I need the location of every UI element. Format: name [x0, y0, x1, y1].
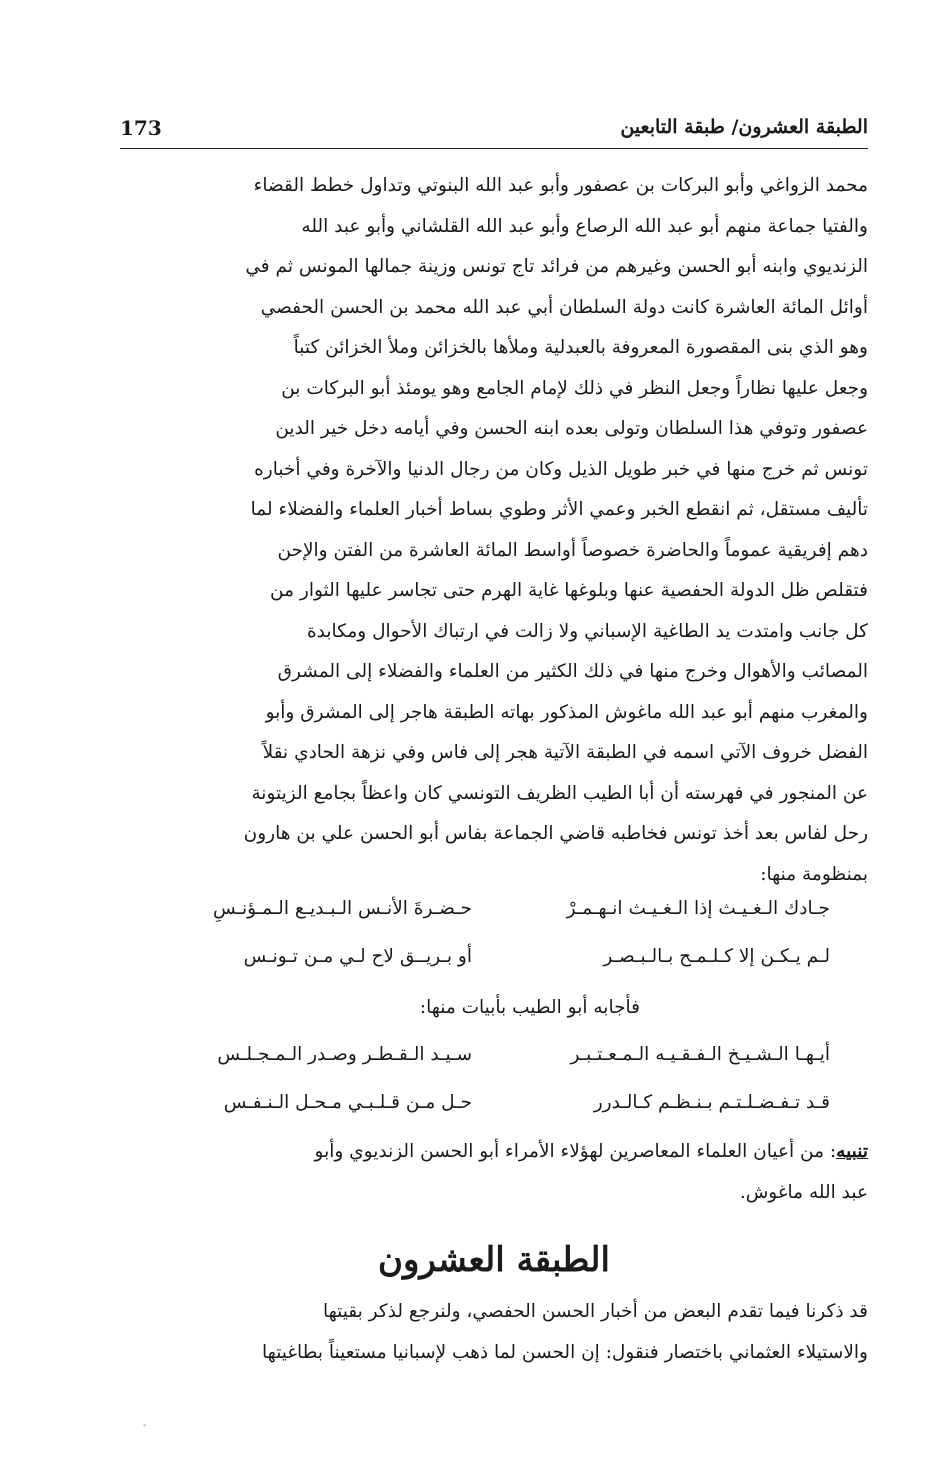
poem2-line1-second-hemistich: سـيـد الـقـطـر وصـدر الـمـجـلـس	[217, 1044, 472, 1065]
poem1-line1-first-hemistich: جـادك الـغـيـث إذا الـغـيـث انـهـمـرْ	[566, 898, 830, 919]
poem1-line2-first-hemistich: لـم يـكـن إلا كـلـمـح بـالـبـصـر	[603, 946, 830, 967]
body-line-6: وجعل عليها نظاراً وجعل النظر في ذلك لإمام الجامع وهو يومئذ أبو البركات بن	[281, 377, 868, 399]
body-line-18: بمنظومة منها:	[760, 863, 868, 885]
note-block	[120, 1132, 868, 1213]
body-line-10: دهم إفريقية عموماً والحاضرة خصوصاً أواسط المائة العاشرة من الفتن والإحن	[277, 539, 868, 561]
body-line-14: والمغرب منهم أبو عبد الله ماغوش المذكور بهاته الطبقة هاجر إلى المشرق وأبو	[265, 701, 868, 723]
body-line-4: أوائل المائة العاشرة كانت دولة السلطان أبي عبد الله محمد بن الحسن الحفصي	[260, 296, 868, 318]
page-number: 173	[120, 116, 162, 140]
body-line-5: وهو الذي بنى المقصورة المعروفة بالعبدلية وملأها بالخزائن وملأ الخزائن كتباً	[293, 337, 868, 358]
body-line-11: فتقلص ظل الدولة الحفصية عنها وبلوغها غاية الهرم حتى تجاسر عليها الثوار من	[270, 580, 868, 601]
section-title: الطبقة العشرون	[378, 1240, 610, 1280]
body-line-3: الزنديوي وابنه أبو الحسن وغيرهم من فرائد تاج تونس وزينة جمالها المونس ثم في	[245, 256, 868, 277]
note-line-2: عبد الله ماغوش.	[739, 1181, 868, 1203]
note-line-1: تنبيه: من أعيان العلماء المعاصرين لهؤلاء الأمراء أبو الحسن الزنديوي وأبو	[314, 1141, 868, 1162]
body-line-16: عن المنجور في فهرسته أن أبا الطيب الظريف التونسي كان واعظاً بجامع الزيتونة	[251, 782, 868, 804]
poem1-line2-second-hemistich: أو بـريــق لاح لـي مـن تـونـس	[243, 946, 472, 967]
body-line-17: رحل لفاس بعد أخذ تونس فخاطبه قاضي الجماعة بفاس أبو الحسن علي بن هارون	[243, 823, 868, 844]
body-line-8: تونس ثم خرج منها في خبر طويل الذيل وكان من رجال الدنيا والآخرة وفي أخباره	[254, 458, 868, 480]
footer-mark: -	[143, 1420, 147, 1431]
body-line-7: عصفور وتوفي هذا السلطان وتولى بعده ابنه الحسن وفي أيامه دخل خير الدين	[275, 418, 868, 439]
poem2-line2-second-hemistich: حـل مـن قـلـبـي مـحـل الـنـفـس	[223, 1092, 472, 1113]
closing-line-1: قد ذكرنا فيما تقدم البعض من أخبار الحسن الحفصي، ولنرجع لذكر بقيتها	[322, 1301, 868, 1322]
poem2-line1-first-hemistich: أيـهـا الـشـيـخ الـفـقـيـه الـمـعـتـبـر	[570, 1044, 830, 1065]
header-rule	[120, 148, 868, 149]
page-header	[120, 112, 868, 148]
poem2-line2-first-hemistich: قـد تـفـضـلـتـم بـنـظـم كـالـدرر	[593, 1092, 830, 1113]
body-line-13: المصائب والأهوال وخرج منها في ذلك الكثير من العلماء والفضلاء إلى المشرق	[277, 661, 868, 682]
running-title: الطبقة العشرون/ طبقة التابعين	[620, 116, 868, 138]
body-line-12: كل جانب وامتدت يد الطاغية الإسباني ولا زالت في ارتباك الأحوال ومكابدة	[306, 620, 868, 642]
closing-line-2: والاستيلاء العثماني باختصار فنقول: إن الحسن لما ذهب لإسبانيا مستعيناً بطاغيتها	[262, 1341, 868, 1363]
body-line-9: تأليف مستقل، ثم انقطع الخبر وعمي الأثر وطوي بساط أخبار العلماء والفضلاء لما	[250, 499, 868, 520]
body-line-1: محمد الزواغي وأبو البركات بن عصفور وأبو عبد الله البنوتي وتداول خطط القضاء	[253, 175, 868, 196]
closing-text	[120, 1292, 868, 1373]
note-text: من أعيان العلماء المعاصرين لهؤلاء الأمراء أبو الحسن الزنديوي وأبو	[314, 1141, 825, 1162]
body-line-15: الفضل خروف الآتي اسمه في الطبقة الآتية هجر إلى فاس وفي نزهة الحادي نقلاً	[262, 742, 868, 763]
body-line-2: والفتيا جماعة منهم أبو عبد الله الرصاع وأبو عبد الله القلشاني وأبو عبد الله	[301, 215, 868, 237]
note-label: تنبيه	[836, 1141, 868, 1162]
reply-intro: فأجابه أبو الطيب بأبيات منها:	[419, 997, 640, 1018]
poem1-line1-second-hemistich: حـضـرةَ الأنـس الـبـديـع الـمـؤنـسِ	[212, 898, 472, 919]
body-text	[120, 166, 868, 895]
